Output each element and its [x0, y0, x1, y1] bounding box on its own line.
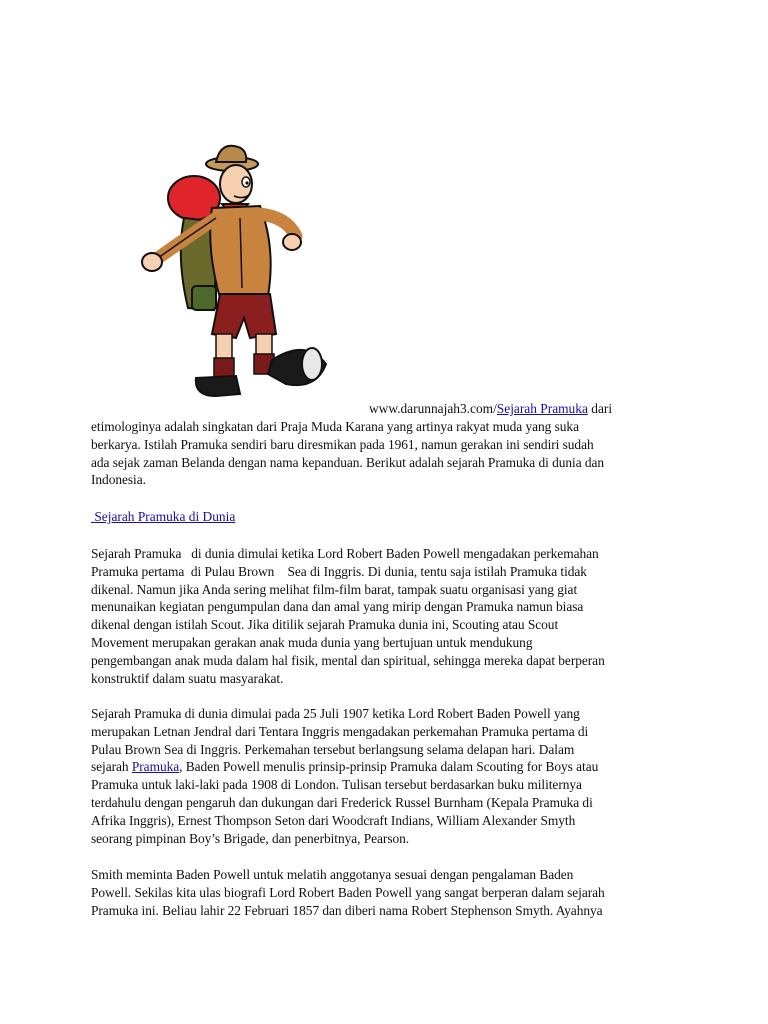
- paragraph-line: seorang pimpinan Boy’s Brigade, dan penerbitnya, Pearson.: [91, 830, 410, 846]
- sejarah-pramuka-di-dunia-link[interactable]: Sejarah Pramuka di Dunia: [91, 509, 236, 524]
- paragraph-line: terdahulu dengan pengaruh dan dukungan dari Frederick Russel Burnham (Kepala Pramuka di: [91, 794, 593, 810]
- paragraph-2: [91, 705, 691, 847]
- paragraph-line: Pramuka ini. Beliau lahir 22 Februari 1857 dan diberi nama Robert Stephenson Smyth. Ayahnya: [91, 902, 603, 918]
- sejarah-pramuka-link[interactable]: Sejarah Pramuka: [496, 401, 588, 416]
- source-url-text: www.darunnajah3.com/: [369, 401, 497, 416]
- paragraph-line: Smith meminta Baden Powell untuk melatih anggotanya sesuai dengan pengalaman Baden: [91, 867, 574, 882]
- intro-line: ada sejak zaman Belanda dengan nama kepanduan. Berikut adalah sejarah Pramuka di dunia dan: [91, 454, 605, 470]
- intro-line: etimologinya adalah singkatan dari Praja Muda Karana yang artinya rakyat muda yang suka: [91, 419, 579, 434]
- paragraph-line: menunaikan kegiatan pengumpulan dana dan amal yang mirip dengan Pramuka namun biasa: [91, 599, 584, 615]
- intro-paragraph: [91, 418, 691, 489]
- paragraph-line: Afrika Inggris), Ernest Thompson Seton dari Woodcraft Indians, William Alexander Smyth: [91, 812, 576, 828]
- paragraph-line: Movement merupakan gerakan anak muda dunia yang bertujuan untuk mendukung: [91, 634, 533, 650]
- link-line-prefix: sejarah: [91, 759, 132, 775]
- paragraph-line: dikenal. Namun jika Anda sering melihat film-film barat, tampak suatu organisasi yang giat: [91, 581, 578, 597]
- intro-line: Indonesia.: [91, 472, 146, 488]
- paragraph-line: merupakan Letnan Jendral dari Tentara Inggris mengadakan perkemahan Pramuka pertama di: [91, 723, 589, 739]
- paragraph-line: dikenal dengan istilah Scout. Jika ditilik sejarah Pramuka dunia ini, Scouting atau Scout: [91, 617, 559, 633]
- intro-line: berkarya. Istilah Pramuka sendiri baru diresmikan pada 1961, namun gerakan ini sendiri sudah: [91, 436, 594, 452]
- scout-hiker-icon: [136, 138, 336, 418]
- section-heading: [91, 508, 235, 526]
- paragraph-line: Sejarah Pramuka di dunia dimulai ketika Lord Robert Baden Powell mengadakan perkemahan: [91, 546, 599, 561]
- link-line-suffix: , Baden Powell menulis prinsip-prinsip Pramuka dalam Scouting for Boys atau: [179, 759, 599, 775]
- paragraph-line: pengembangan anak muda dalam hal fisik, mental dan spiritual, sehingga mereka dapat berperan: [91, 652, 605, 668]
- paragraph-line: Pramuka untuk laki-laki pada 1908 di London. Tulisan tersebut berdasarkan buku militernya: [91, 777, 582, 793]
- paragraph-1: [91, 545, 691, 687]
- paragraph-line: Pramuka pertama di Pulau Brown Sea di Inggris. Di dunia, tentu saja istilah Pramuka tidak: [91, 563, 587, 579]
- paragraph-line: Powell. Sekilas kita ulas biografi Lord Robert Baden Powell yang sangat berperan dalam sejarah: [91, 884, 605, 900]
- pramuka-link[interactable]: Pramuka: [131, 759, 180, 775]
- paragraph-line-with-link: [91, 758, 691, 776]
- paragraph-line: konstruktif dalam suatu masyarakat.: [91, 670, 284, 686]
- paragraph-3: [91, 866, 691, 919]
- source-line: [369, 400, 612, 418]
- paragraph-line: Pulau Brown Sea di Inggris. Perkemahan tersebut berlangsung selama delapan hari. Dalam: [91, 741, 575, 757]
- source-after-text: dari: [587, 401, 613, 416]
- paragraph-line: Sejarah Pramuka di dunia dimulai pada 25 Juli 1907 ketika Lord Robert Baden Powell yang: [91, 706, 580, 721]
